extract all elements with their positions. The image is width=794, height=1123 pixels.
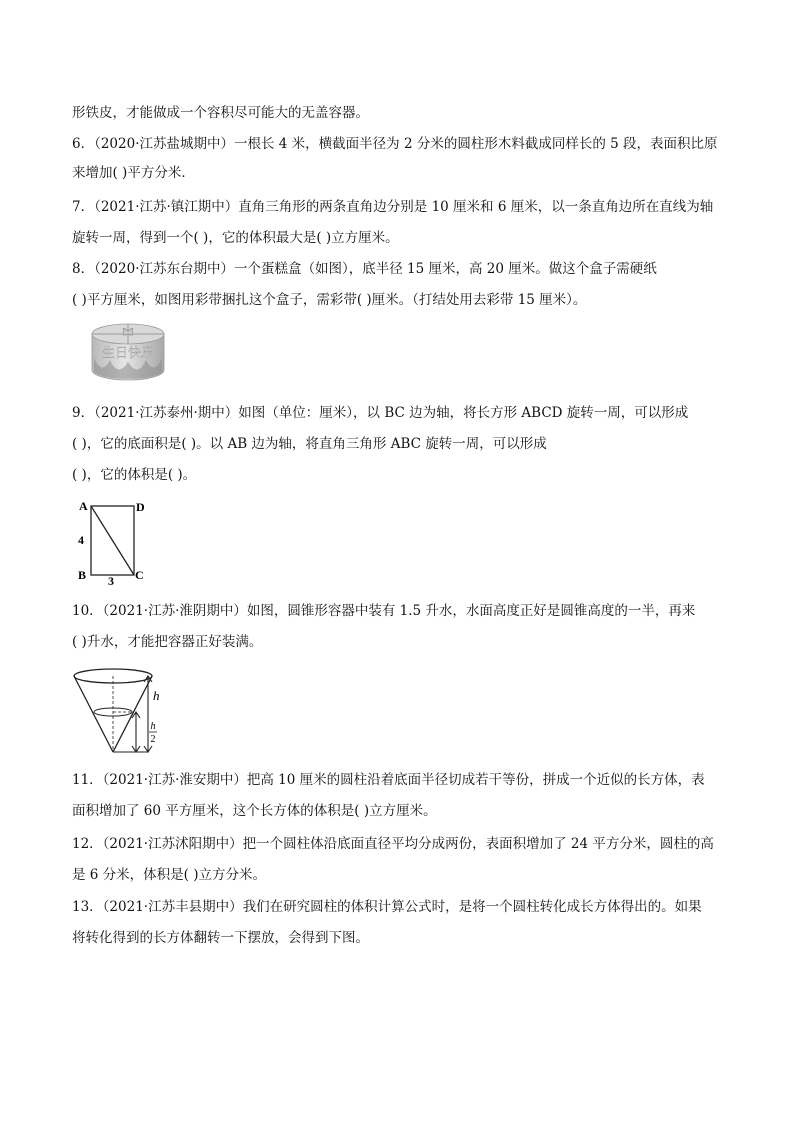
half-height-denominator: 2 [150, 734, 156, 745]
bottom-length-label: 3 [108, 574, 114, 586]
side-length-label: 4 [78, 533, 84, 547]
question-9-line-3: ( )，它的体积是( )。 [72, 467, 197, 483]
cake-lettering: 生日快乐 [101, 345, 155, 360]
diagonal-ac [91, 506, 134, 575]
question-12-line-1: 12．（2021·江苏沭阳期中）把一个圆柱体沿底面直径平均分成两份，表面积增加了 24 平方分米，圆柱的高 [72, 836, 714, 852]
vertex-label-a: A [79, 499, 88, 513]
question-13-line-1: 13．（2021·江苏丰县期中）我们在研究圆柱的体积计算公式时，是将一个圆柱转化成长方体得出的。如果 [72, 899, 702, 915]
question-8-line-2: ( )平方厘米，如图用彩带捆扎这个盒子，需彩带( )厘米。（打结处用去彩带 15 厘米）。 [72, 292, 587, 308]
question-10-line-1: 10．（2021·江苏·淮阴期中）如图，圆锥形容器中装有 1.5 升水，水面高度正好是圆锥高度的一半，再来 [72, 603, 696, 619]
question-9-line-2: ( )，它的底面积是( )。以 AB 边为轴，将直角三角形 ABC 旋转一周，可以形成 [72, 436, 547, 452]
question-9-line-1: 9．（2021·江苏泰州·期中）如图（单位：厘米），以 BC 边为轴，将长方形 ABCD 旋转一周，可以形成 [72, 405, 689, 421]
question-7-line-2: 旋转一周，得到一个( )，它的体积最大是( )立方厘米。 [72, 230, 399, 246]
rectangle-abcd-figure [74, 496, 154, 586]
question-7-line-1: 7．（2021·江苏·镇江期中）直角三角形的两条直角边分别是 10 厘米和 6 厘米，以一条直角边所在直线为轴 [72, 199, 714, 215]
question-11-line-1: 11．（2021·江苏·淮安期中）把高 10 厘米的圆柱沿着底面半径切成若干等份，拼成一个近似的长方体，表 [72, 772, 705, 788]
text-line: 形铁皮，才能做成一个容积尽可能大的无盖容器。 [72, 105, 369, 121]
vertex-label-d: D [136, 500, 145, 514]
question-12-line-2: 是 6 分米，体积是( )立方分米。 [72, 867, 266, 883]
vertex-label-c: C [135, 568, 144, 582]
half-height-numerator: h [150, 721, 156, 732]
question-6-line-2: 来增加( )平方分米． [72, 165, 195, 181]
question-13-line-2: 将转化得到的长方体翻转一下摆放，会得到下图。 [72, 930, 369, 946]
cake-box-figure [88, 318, 168, 382]
question-6-line-1: 6．（2020·江苏盐城期中）一根长 4 米，横截面半径为 2 分米的圆柱形木料截成同样长的 5 段，表面积比原 [72, 136, 718, 152]
vertex-label-b: B [78, 568, 87, 582]
cone-right-edge [113, 676, 152, 752]
question-8-line-1: 8．（2020·江苏东台期中）一个蛋糕盒（如图），底半径 15 厘米，高 20 厘米。做这个盒子需硬纸 [72, 261, 657, 277]
question-10-line-2: ( )升水，才能把容器正好装满。 [72, 634, 263, 650]
cone-left-edge [74, 676, 113, 752]
cone-container-figure [70, 666, 170, 758]
question-11-line-2: 面积增加了 60 平方厘米，这个长方体的体积是( )立方厘米。 [72, 803, 437, 819]
cake-box-drawing [88, 318, 168, 382]
height-label: h [153, 688, 160, 703]
